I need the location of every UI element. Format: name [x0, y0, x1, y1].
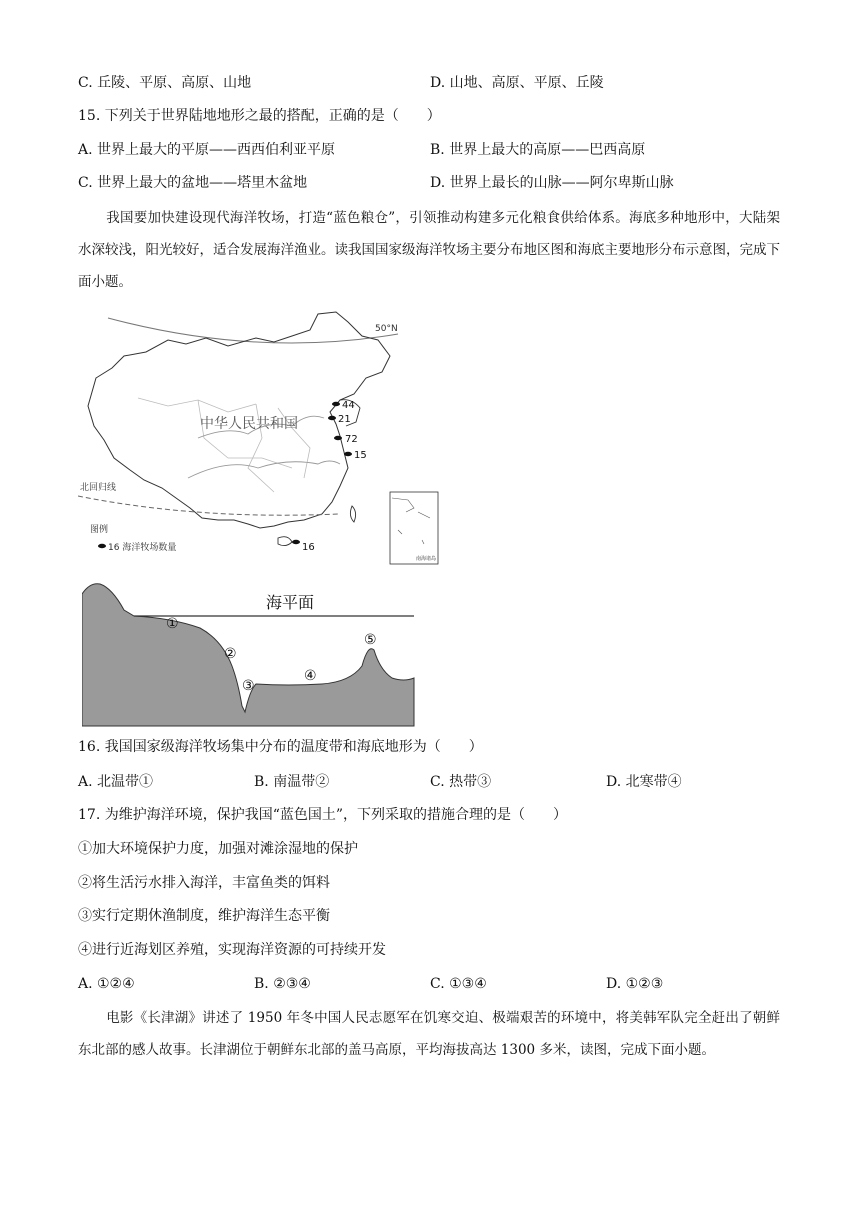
marker-4: ④	[304, 668, 317, 684]
passage-changjin-lake-text: 电影《长津湖》讲述了 1950 年冬中国人民志愿军在饥寒交迫、极端艰苦的环境中，将美韩军队完全赶出了朝鲜东北部的感人故事。长津湖位于朝鲜东北部的盖马高原，平均海拔高达 1300 多米，读图，完成下面小题。	[78, 1010, 780, 1058]
china-marine-ranch-map	[78, 308, 442, 570]
inset-label: 南海诸岛	[416, 556, 437, 562]
q15-option-c: C. 世界上最大的盆地——塔里木盆地	[78, 175, 308, 191]
sea-level-label: 海平面	[266, 593, 315, 612]
ranch-count-21: 21	[338, 414, 351, 425]
marker-1: ①	[166, 616, 179, 632]
q15-option-a: A. 世界上最大的平原——西西伯利亚平原	[78, 142, 336, 158]
q17-statement-3: ③实行定期休渔制度，维护海洋生态平衡	[78, 908, 330, 924]
q17-stem: 17. 为维护海洋环境，保护我国“蓝色国土”，下列采取的措施合理的是（ ）	[78, 807, 568, 823]
q17-statement-4: ④进行近海划区养殖，实现海洋资源的可持续开发	[78, 942, 386, 958]
passage-marine-ranch-text: 我国要加快建设现代海洋牧场，打造“蓝色粮仓”，引领推动构建多元化粮食供给体系。海底多种地形中，大陆架水深较浅，阳光较好，适合发展海洋渔业。读我国国家级海洋牧场主要分布地区图和海底主要地形分布示意图，完成下面小题。	[78, 210, 780, 290]
inset-coastline	[392, 498, 430, 544]
q17-option-a: A. ①②④	[78, 976, 135, 992]
ranch-marker-44	[332, 400, 355, 411]
ranch-count-16: 16	[302, 542, 315, 553]
country-label: 中华人民共和国	[200, 416, 298, 432]
q14-option-c: C. 丘陵、平原、高原、山地	[78, 75, 252, 91]
ranch-count-15: 15	[354, 450, 367, 461]
q15-stem: 15. 下列关于世界陆地地形之最的搭配，正确的是（ ）	[78, 108, 441, 124]
legend-item: 16 海洋牧场数量	[108, 543, 177, 553]
south-china-sea-inset	[390, 492, 438, 564]
q14-option-d: D. 山地、高原、平原、丘陵	[430, 75, 604, 91]
ranch-marker-15	[344, 450, 367, 461]
tropic-label: 北回归线	[80, 483, 117, 493]
q16-option-b: B. 南温带②	[254, 774, 330, 790]
province-boundaries	[138, 398, 310, 492]
q16-option-c: C. 热带③	[430, 774, 492, 790]
yangtze-river	[188, 461, 340, 478]
legend-fish-icon	[98, 544, 106, 548]
q16-stem: 16. 我国国家级海洋牧场集中分布的温度带和海底地形为（ ）	[78, 739, 483, 755]
q17-option-c: C. ①③④	[430, 976, 487, 992]
seafloor-profile-diagram	[82, 578, 416, 728]
q16-option-a: A. 北温带①	[78, 774, 154, 790]
q17-option-b: B. ②③④	[254, 976, 311, 992]
taiwan-island	[350, 506, 355, 522]
q17-statement-2: ②将生活污水排入海洋，丰富鱼类的饵料	[78, 875, 330, 891]
marker-3: ③	[242, 678, 255, 694]
ranch-marker-72	[334, 434, 358, 445]
passage-marine-ranch	[78, 202, 780, 298]
marker-5: ⑤	[364, 632, 377, 648]
q17-option-d: D. ①②③	[606, 976, 664, 992]
marker-2: ②	[224, 646, 237, 662]
ranch-marker-16	[292, 540, 315, 553]
q15-option-b: B. 世界上最大的高原——巴西高原	[430, 142, 646, 158]
q15-option-d: D. 世界上最长的山脉——阿尔卑斯山脉	[430, 175, 674, 191]
q16-option-d: D. 北寒带④	[606, 774, 682, 790]
tropic-of-cancer-line	[78, 496, 338, 515]
ranch-count-44: 44	[342, 400, 355, 411]
latitude-50n-label: 50°N	[375, 324, 398, 334]
hainan-island	[278, 537, 292, 546]
legend-title: 图例	[90, 525, 109, 535]
ranch-count-72: 72	[345, 434, 358, 445]
seafloor-terrain	[82, 584, 414, 726]
q17-statement-1: ①加大环境保护力度，加强对滩涂湿地的保护	[78, 841, 358, 857]
passage-changjin-lake	[78, 1002, 780, 1066]
